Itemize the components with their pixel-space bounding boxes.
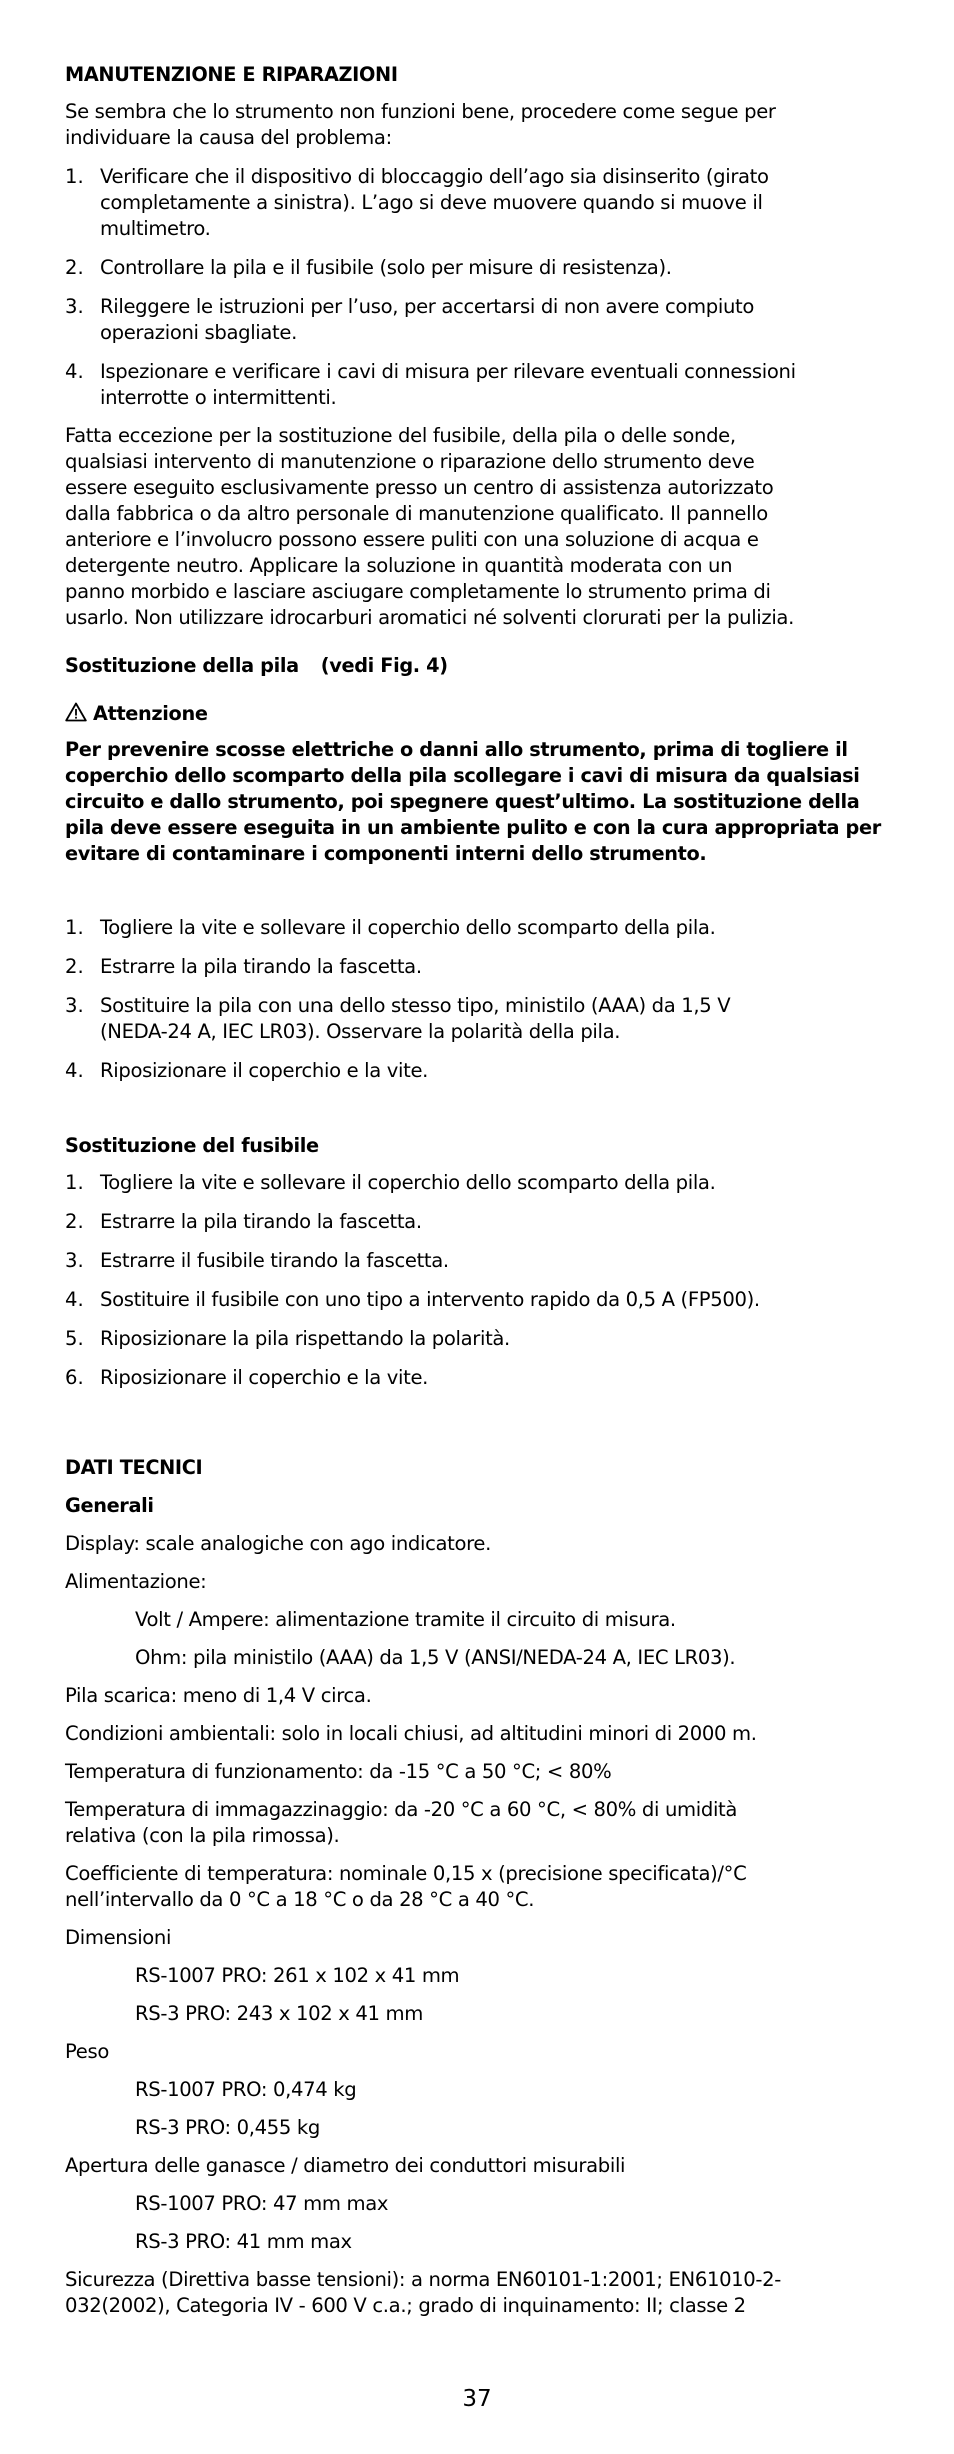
warning-text-line: coperchio dello scomparto della pila scollegare i cavi di misura da qualsiasi: [65, 764, 860, 787]
spec-line: RS-3 PRO: 41 mm max: [135, 2230, 352, 2253]
warning-triangle-icon: [65, 702, 87, 722]
list-item: operazioni sbagliate.: [100, 321, 297, 344]
spec-line: Dimensioni: [65, 1926, 172, 1949]
spec-line: relativa (con la pila rimossa).: [65, 1824, 340, 1847]
warning-text-line: circuito e dallo strumento, poi spegnere quest’ultimo. La sostituzione della: [65, 790, 860, 813]
list-item: Verificare che il dispositivo di bloccaggio dell’ago sia disinserito (girato: [100, 165, 769, 188]
list-number: 4.: [65, 360, 84, 383]
spec-line: nell’intervallo da 0 °C a 18 °C o da 28 °C a 40 °C.: [65, 1888, 535, 1911]
spec-line: Pila scarica: meno di 1,4 V circa.: [65, 1684, 372, 1707]
fuse-heading: Sostituzione del fusibile: [65, 1134, 319, 1157]
maintenance-paragraph-line: anteriore e l’involucro possono essere puliti con una soluzione di acqua e: [65, 528, 759, 551]
spec-line: Temperatura di funzionamento: da -15 °C a 50 °C; < 80%: [65, 1760, 612, 1783]
list-item: Ispezionare e verificare i cavi di misura per rilevare eventuali connessioni: [100, 360, 796, 383]
list-item: Togliere la vite e sollevare il coperchio dello scomparto della pila.: [100, 916, 716, 939]
list-number: 2.: [65, 955, 84, 978]
list-number: 1.: [65, 1171, 84, 1194]
list-number: 4.: [65, 1059, 84, 1082]
list-number: 1.: [65, 916, 84, 939]
spec-line: RS-1007 PRO: 261 x 102 x 41 mm: [135, 1964, 460, 1987]
spec-line: RS-1007 PRO: 47 mm max: [135, 2192, 389, 2215]
battery-heading: [65, 653, 905, 679]
maintenance-intro-line: Se sembra che lo strumento non funzioni bene, procedere come segue per: [65, 100, 776, 123]
list-item: Estrarre il fusibile tirando la fascetta.: [100, 1249, 449, 1272]
page-number: 37: [462, 2386, 492, 2412]
spec-line: Sicurezza (Direttiva basse tensioni): a norma EN60101-1:2001; EN61010-2-: [65, 2268, 781, 2291]
specs-subheading: Generali: [65, 1494, 154, 1517]
list-item: Riposizionare il coperchio e la vite.: [100, 1366, 429, 1389]
list-item: Controllare la pila e il fusibile (solo per misure di resistenza).: [100, 256, 672, 279]
list-number: 1.: [65, 165, 84, 188]
spec-line: Volt / Ampere: alimentazione tramite il circuito di misura.: [135, 1608, 676, 1631]
list-number: 4.: [65, 1288, 84, 1311]
list-item: Riposizionare la pila rispettando la polarità.: [100, 1327, 510, 1350]
warning-text-line: pila deve essere eseguita in un ambiente pulito e con la cura appropriata per: [65, 816, 881, 839]
list-item: Riposizionare il coperchio e la vite.: [100, 1059, 429, 1082]
maintenance-paragraph-line: qualsiasi intervento di manutenzione o riparazione dello strumento deve: [65, 450, 755, 473]
maintenance-paragraph-line: dalla fabbrica o da altro personale di manutenzione qualificato. Il pannello: [65, 502, 768, 525]
list-item: completamente a sinistra). L’ago si deve muovere quando si muove il: [100, 191, 763, 214]
list-number: 2.: [65, 1210, 84, 1233]
spec-line: Peso: [65, 2040, 109, 2063]
maintenance-heading: MANUTENZIONE E RIPARAZIONI: [65, 63, 398, 86]
maintenance-paragraph-line: panno morbido e lasciare asciugare completamente lo strumento prima di: [65, 580, 771, 603]
maintenance-paragraph-line: Fatta eccezione per la sostituzione del fusibile, della pila o delle sonde,: [65, 424, 736, 447]
spec-line: Condizioni ambientali: solo in locali chiusi, ad altitudini minori di 2000 m.: [65, 1722, 757, 1745]
list-number: 3.: [65, 295, 84, 318]
maintenance-paragraph-line: essere eseguito esclusivamente presso un centro di assistenza autorizzato: [65, 476, 774, 499]
list-number: 5.: [65, 1327, 84, 1350]
maintenance-paragraph-line: detergente neutro. Applicare la soluzione in quantità moderata con un: [65, 554, 733, 577]
list-item: Rileggere le istruzioni per l’uso, per accertarsi di non avere compiuto: [100, 295, 755, 318]
battery-heading-title: Sostituzione della pila: [65, 654, 299, 677]
spec-line: Coefficiente di temperatura: nominale 0,15 x (precisione specificata)/°C: [65, 1862, 747, 1885]
warning-text-line: Per prevenire scosse elettriche o danni allo strumento, prima di togliere il: [65, 738, 848, 761]
spec-line: Display: scale analogiche con ago indicatore.: [65, 1532, 491, 1555]
spec-line: RS-3 PRO: 243 x 102 x 41 mm: [135, 2002, 423, 2025]
list-item: Sostituire il fusibile con uno tipo a intervento rapido da 0,5 A (FP500).: [100, 1288, 760, 1311]
spec-line: Alimentazione:: [65, 1570, 207, 1593]
maintenance-intro-line: individuare la causa del problema:: [65, 126, 392, 149]
spec-line: Ohm: pila ministilo (AAA) da 1,5 V (ANSI/NEDA-24 A, IEC LR03).: [135, 1646, 736, 1669]
battery-figure-reference: (vedi Fig. 4): [320, 654, 448, 677]
list-item: Estrarre la pila tirando la fascetta.: [100, 955, 422, 978]
spec-line: RS-3 PRO: 0,455 kg: [135, 2116, 320, 2139]
warning-text-line: evitare di contaminare i componenti interni dello strumento.: [65, 842, 707, 865]
list-number: 6.: [65, 1366, 84, 1389]
list-item: interrotte o intermittenti.: [100, 386, 337, 409]
list-item: (NEDA-24 A, IEC LR03). Osservare la polarità della pila.: [100, 1020, 621, 1043]
maintenance-paragraph-line: usarlo. Non utilizzare idrocarburi aromatici né solventi clorurati per la pulizia.: [65, 606, 794, 629]
warning-title: [65, 701, 905, 727]
spec-line: Apertura delle ganasce / diametro dei conduttori misurabili: [65, 2154, 626, 2177]
warning-title-text: Attenzione: [93, 702, 208, 725]
list-item: multimetro.: [100, 217, 211, 240]
list-item: Togliere la vite e sollevare il coperchio dello scomparto della pila.: [100, 1171, 716, 1194]
list-item: Sostituire la pila con una dello stesso tipo, ministilo (AAA) da 1,5 V: [100, 994, 731, 1017]
list-number: 3.: [65, 1249, 84, 1272]
list-item: Estrarre la pila tirando la fascetta.: [100, 1210, 422, 1233]
list-number: 2.: [65, 256, 84, 279]
spec-line: RS-1007 PRO: 0,474 kg: [135, 2078, 357, 2101]
list-number: 3.: [65, 994, 84, 1017]
spec-line: 032(2002), Categoria IV - 600 V c.a.; grado di inquinamento: II; classe 2: [65, 2294, 746, 2317]
spec-line: Temperatura di immagazzinaggio: da -20 °C a 60 °C, < 80% di umidità: [65, 1798, 738, 1821]
specs-heading: DATI TECNICI: [65, 1456, 203, 1479]
